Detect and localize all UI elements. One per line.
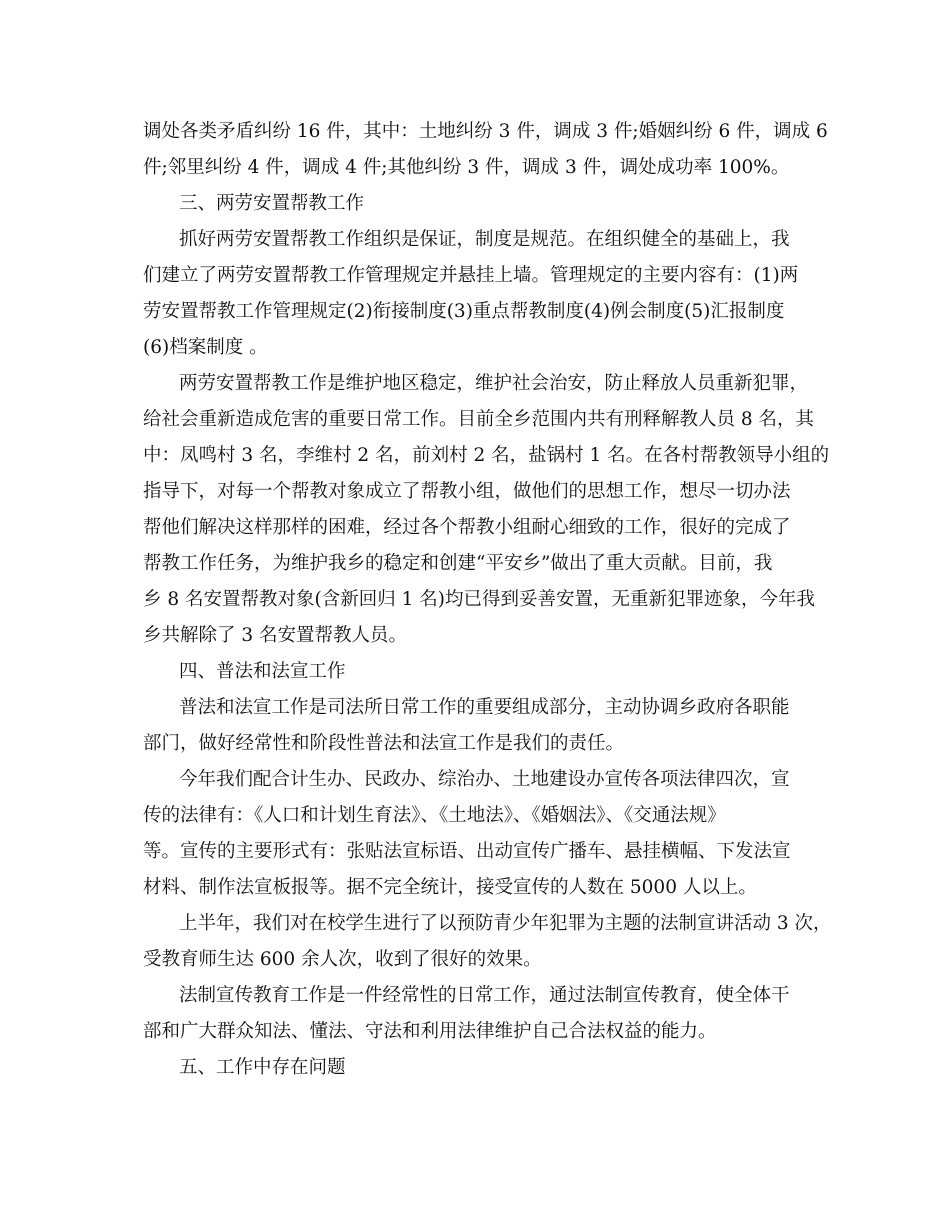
body-text-line: 今年我们配合计生办、民政办、综治办、土地建设办宣传各项法律四次，宣 bbox=[179, 769, 790, 790]
body-text-line: (6)档案制度 。 bbox=[143, 337, 268, 358]
section-heading: 三、两劳安置帮教工作 bbox=[179, 193, 365, 214]
section-heading: 五、工作中存在问题 bbox=[179, 1057, 346, 1078]
body-text-line: 材料、制作法宣板报等。据不完全统计，接受宣传的人数在 5000 人以上。 bbox=[143, 877, 757, 898]
body-text-line: 中：凤鸣村 3 名，李维村 2 名，前刘村 2 名，盐锅村 1 名。在各村帮教领导小组的 bbox=[143, 445, 830, 466]
body-text-line: 部和广大群众知法、懂法、守法和利用法律维护自己合法权益的能力。 bbox=[143, 1021, 717, 1042]
body-text-line: 两劳安置帮教工作是维护地区稳定，维护社会治安，防止释放人员重新犯罪， bbox=[179, 373, 809, 394]
body-text-line: 传的法律有：《人口和计划生育法》、《土地法》、《婚姻法》、《交通法规》 bbox=[143, 805, 726, 826]
body-text-line: 劳安置帮教工作管理规定(2)衔接制度(3)重点帮教制度(4)例会制度(5)汇报制度 bbox=[143, 301, 785, 322]
body-text-line: 普法和法宣工作是司法所日常工作的重要组成部分，主动协调乡政府各职能 bbox=[179, 697, 790, 718]
body-text-line: 指导下，对每一个帮教对象成立了帮教小组，做他们的思想工作，想尽一切办法 bbox=[143, 481, 791, 502]
body-text-line: 受教育师生达 600 余人次，收到了很好的效果。 bbox=[143, 949, 542, 970]
body-text-line: 帮教工作任务，为维护我乡的稳定和创建“平安乡”做出了重大贡献。目前，我 bbox=[143, 553, 773, 574]
section-heading: 四、普法和法宣工作 bbox=[179, 661, 346, 682]
body-text-line: 调处各类矛盾纠纷 16 件，其中：土地纠纷 3 件，调成 3 件;婚姻纠纷 6 件，调成 6 bbox=[143, 121, 828, 142]
body-text-line: 法制宣传教育工作是一件经常性的日常工作，通过法制宣传教育，使全体干 bbox=[179, 985, 790, 1006]
body-text-line: 抓好两劳安置帮教工作组织是保证，制度是规范。在组织健全的基础上，我 bbox=[179, 229, 790, 250]
body-text-line: 等。宣传的主要形式有：张贴法宣标语、出动宣传广播车、悬挂横幅、下发法宣 bbox=[143, 841, 791, 862]
body-text-line: 件;邻里纠纷 4 件，调成 4 件;其他纠纷 3 件，调成 3 件，调处成功率 100%。 bbox=[143, 157, 790, 178]
body-text-line: 上半年，我们对在校学生进行了以预防青少年犯罪为主题的法制宣讲活动 3 次， bbox=[179, 913, 832, 934]
body-text-line: 部门，做好经常性和阶段性普法和法宣工作是我们的责任。 bbox=[143, 733, 625, 754]
body-text-line: 乡 8 名安置帮教对象(含新回归 1 名)均已得到妥善安置，无重新犯罪迹象，今年我 bbox=[143, 589, 816, 610]
body-text-line: 帮他们解决这样那样的困难，经过各个帮教小组耐心细致的工作，很好的完成了 bbox=[143, 517, 791, 538]
body-text-line: 们建立了两劳安置帮教工作管理规定并悬挂上墙。管理规定的主要内容有：(1)两 bbox=[143, 265, 799, 286]
body-text-line: 乡共解除了 3 名安置帮教人员。 bbox=[143, 625, 408, 646]
body-text-line: 给社会重新造成危害的重要日常工作。目前全乡范围内共有刑释解教人员 8 名，其 bbox=[143, 409, 815, 430]
